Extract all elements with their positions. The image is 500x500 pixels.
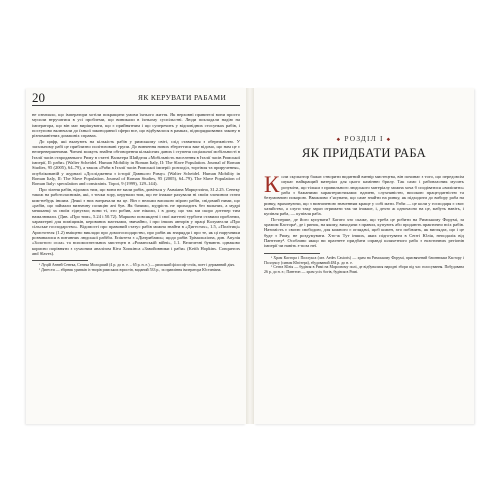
- paragraph: не означало, що імператори хотіли покращити умови їхнього життя. Як верховні правителі вони просто мусили втручатися в усі проблеми, що виникали в їхньому суспільстві. Люди покладали надію на імператора, що він має вирішувати, що є прийнятним і що суперечить у відповідних стосунках рабів, і поступово включали до їхньої законодавчої сфери все, що відбувалося в рамках, підпорядкованих закону в різноманітних домашніх справах.: [32, 112, 240, 139]
- page-number: 20: [32, 90, 45, 105]
- footnote: ² Дигести — збірник уривків із творів римських юристів, виданий 533 р., за правління імператора Юстиніана.: [39, 267, 222, 272]
- footnotes: [32, 260, 240, 272]
- diamond-icon: ◆: [386, 136, 392, 142]
- paragraph-text: оли скульптор бажає створити видатний витвір мистецтва, він починає з того, що передовсім шукає найкращий матеріал для цього камінню брилу. Так само і рабовласник мусить розуміти, що тільки з правильного людського матеріалу можна хоча б сподіватися «виліпити» раба з бажаними характеристиками: вдачею, слухняністю, високою працездатністю та безумовною покорою. Вважливо з’ясувати, що саме знайти на ринку, як підходити до вибору раба на ринку, враховуючи, що з визначеною значенням краще у собі мати. Раби — це коли у господаря є своє хазяйство, а слуги таку зараз отримати так чи інакше, і, дехто ж одночасно на це, мабуть навіть, і купівля раба, — купівля раба.: [264, 174, 464, 217]
- footnotes: [264, 253, 464, 275]
- drop-cap: К: [264, 172, 280, 197]
- footnote: ² Септа Юлія — будівля в Римі на Марсовому полі, де відбувалися народні збори під час голосування. Побудована 26 р. до н. е.; Пантеон — храм усіх богів, будівля в Римі.: [264, 265, 464, 274]
- footnote-rule: [264, 253, 320, 254]
- left-page: [26, 88, 246, 424]
- paragraph: [264, 174, 464, 217]
- paragraph: Про зіленя рабів, відомих тим, що вони не мали рабів, дивіться у Амміана Марцелліна, 31.2.25. Сенеку також на работоласників, які, з точки зору, керували тим, що не інакше рахували ні своїм злочином стати ким-небудь іншим. Деякі з них витрачали на це. Він є вельми високою мірою рабів, свідомий ними, що «рабів, що займали визначну позицію ані був. Як бачимо, мудрість не приходить без вальних, а мудрі мешканці за своїм гіднуємо; вони ті, хто робив, але ніколи, і в дому, що так ми скоро дотепер тим намалювали. (Див. «Про тим», 5.24 і 50.72). Марково повсякдені і свої життєві турботи ставили проблеми, характерні для поміщиків, керованих маєтками, звичайно, і про інших авторів у праці Колумелли «Про сільське господарство». Відомості про правовий статус рабів можна знайти в «Дигестах», 1.5, «Політиці» Аристотеля (1.2) вміщено виклади про домогосподарство, про рабів як знаряддя і про те, як ці наручники розвивалися в питаннях людської рабіби. Епіктета з «Діатрибами»; щодо рабів Трімальхіона, див. Апулія «Золотого осла» та вспомогательних мистецтв в «Романській війні», 1.1. Величезні бувають однаково корисно порівняти з сучасним аналізом Кіта Хопкінса «Завойовники і раби» (Keith Hopkins. Conquerors and Slaves).: [32, 186, 240, 256]
- gutter: [246, 88, 254, 424]
- left-body-text: [32, 112, 240, 273]
- paragraph: По-перше, де його купувати? Багато хто скаже, що треба це робити на Римському Форумі, за храмом Кастора¹, де і ринок, на якому, виходячи з правил, купують або продають практично всіх рабів. Натомість є своєю свободою, для кожного є оглядачі, щоб кожен, хто побачить, як виглядає, що і це буде з Риму, не роздумувати. Хто-ж Тут інших, яких підготувати в Септі Юлія, неподалік від Пантеону². Особливо якщо ви прагнете придбати справді шляхетного раба з екзотичних регіонів імперії чи навіть з-поза неї.: [264, 216, 464, 249]
- right-page: [254, 88, 474, 424]
- running-head: ЯК КЕРУВАТИ РАБАМИ: [138, 93, 227, 102]
- chapter-label-row: [254, 134, 474, 143]
- chapter-title: ЯК ПРИДБАТИ РАБА: [301, 146, 427, 160]
- footnote: ¹ Храм Кастора і Поллукса (лат. Aedes Castoris) — храм на Римському Форумі, присвячений близнюкам Кастору і Поллуксу (синам Юпітера), збудований 484 р. до н. е.: [264, 255, 464, 265]
- footnote: ¹ Луцій Анней Сенека, Сенека Молодший (4 р. до н. е. – 65 р. н. е.) — римський філософ-стоїк, поет і державний діяч.: [39, 263, 236, 268]
- header-rule: [32, 105, 240, 106]
- footnote-rule: [32, 260, 88, 261]
- paragraph: До цифр, які вказують на кількість рабів у римському світі, слід ставитися з обережністю. У загальному рабі це приблизно політизовані групи. До вивчення нових зберегтися вже відомо, що нам це є неперевершеними. Читачі можуть знайти обговорення кількісних даних і ступеня соціальної мобільності в Італії часів стародавнього Риму в статті Вальтера Шайделя «Мобільність населення в Італії часів Римської імперії, II: раби» (Walter Scheidel. Human Mobility in Roman Italy, II: The Slave Population. Journal of Roman Studies, 95 (2005), 64–79), а також «Раби в Італії часів Римської імперії: розподіл, торгівля та приручення», опублікованій у журналі «Дослідження з історії Давнього Риму» (Walter Scheidel. Human Mobility in Roman Italy, II: The Slave Population. Journal of Roman Studies, 95 (2005), 64–79). The Slave Population of Roman Italy: speculation and constraints. Topoi, 9 (1999), 129–144).: [32, 138, 240, 187]
- chapter-label: РОЗДІЛ I: [344, 134, 384, 143]
- diamond-icon: ◆: [336, 136, 342, 142]
- right-body-text: [264, 174, 464, 275]
